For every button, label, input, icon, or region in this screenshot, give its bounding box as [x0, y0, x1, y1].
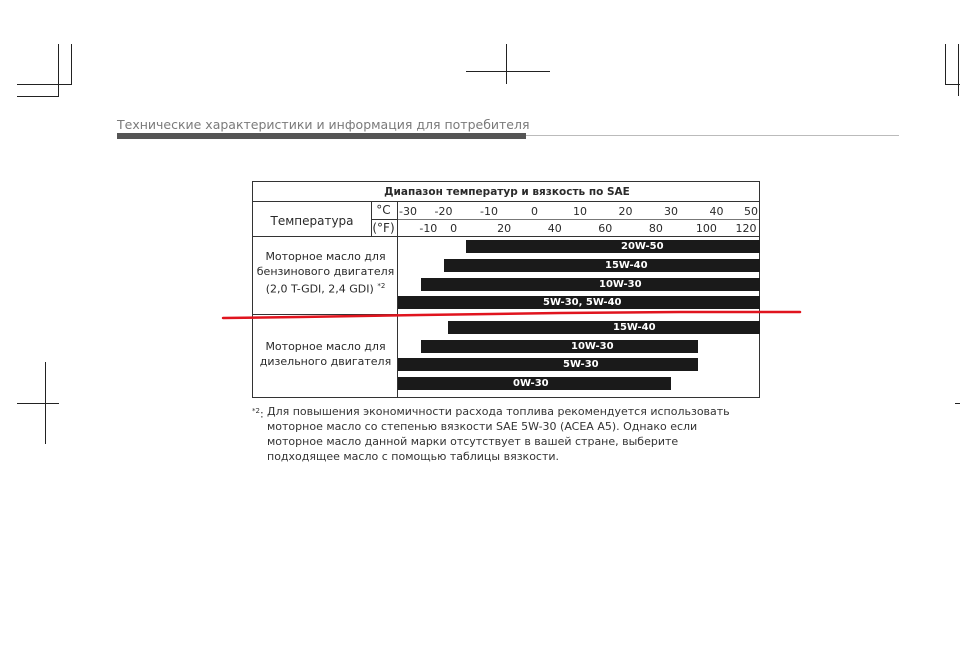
oil-grade-label: 15W-40	[605, 260, 648, 271]
gasoline-label-line1: Моторное масло для	[265, 250, 386, 263]
celsius-tick: -30	[399, 205, 417, 218]
celsius-tick: 40	[709, 205, 724, 218]
table-title: Диапазон температур и вязкость по SAE	[384, 186, 630, 198]
gasoline-label-line2: бензинового двигателя	[256, 265, 395, 278]
oil-grade-label: 20W-50	[621, 241, 664, 252]
diesel-label-line2: дизельного двигателя	[259, 355, 392, 368]
oil-grade-label: 15W-40	[612, 322, 656, 333]
footnote-mark: $^{*2}$:	[252, 407, 264, 421]
page-header-title: Технические характеристики и информация для потребителя	[117, 117, 530, 132]
fahrenheit-tick: 60	[598, 222, 613, 235]
fahrenheit-tick: -10	[419, 222, 438, 235]
celsius-tick: 20	[618, 205, 633, 218]
fahrenheit-tick: 40	[547, 222, 562, 235]
celsius-tick: 50	[744, 205, 758, 218]
unit-celsius: °C	[376, 203, 391, 217]
gasoline-label-line3: (2,0 T-GDI, 2,4 GDI) $^{*2}$	[265, 282, 386, 296]
footnote-text: Для повышения экономичности расхода топлива рекомендуется использовать моторное масло со степенью вязкости SAE 5W-30 (ACEA A5). Однако если моторное масло данной марки отсутствует в вашей стране, выберите подходящее масло с помощью таблицы вязкости.	[267, 405, 730, 463]
celsius-tick: -20	[434, 205, 453, 218]
oil-grade-label: 10W-30	[571, 341, 614, 352]
fahrenheit-tick: 0	[450, 222, 458, 235]
fahrenheit-tick: 100	[695, 222, 717, 235]
footnote-ref: *2	[377, 282, 386, 290]
unit-fahrenheit: (°F)	[372, 221, 395, 235]
temperature-label: Температура	[270, 214, 354, 228]
oil-grade-label: 10W-30	[599, 279, 642, 290]
fahrenheit-tick: 120	[735, 222, 757, 235]
fahrenheit-tick: 20	[497, 222, 512, 235]
oil-grade-label: 5W-30	[563, 359, 599, 370]
fahrenheit-tick: 80	[648, 222, 663, 235]
diesel-label-line1: Моторное масло для	[265, 340, 386, 353]
celsius-tick: 30	[664, 205, 678, 218]
celsius-tick: -10	[480, 205, 498, 218]
oil-grade-label: 0W-30	[513, 378, 549, 389]
celsius-tick: 0	[531, 205, 538, 218]
footnote	[252, 404, 752, 464]
celsius-tick: 10	[573, 205, 587, 218]
oil-grade-label: 5W-30, 5W-40	[543, 297, 622, 308]
